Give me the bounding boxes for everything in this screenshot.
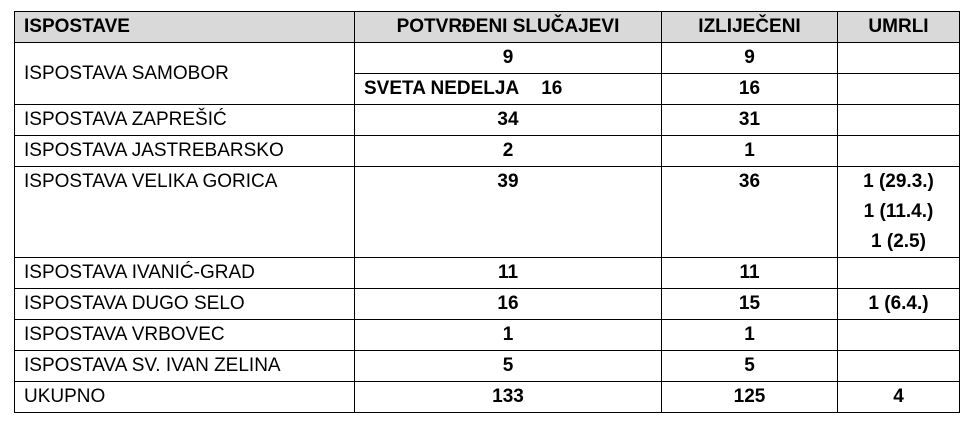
- subrow-izlijeceni: 16: [662, 74, 838, 105]
- row-umrli: 1 (6.4.): [838, 289, 960, 320]
- row-izlijeceni: 15: [662, 289, 838, 320]
- header-potvrdeni: POTVRĐENI SLUČAJEVI: [355, 12, 662, 43]
- table-row: [15, 258, 960, 289]
- total-izlijeceni: 125: [662, 382, 838, 413]
- table-row: [15, 351, 960, 382]
- row-potvrdeni: 16: [355, 289, 662, 320]
- row-name: ISPOSTAVA SV. IVAN ZELINA: [15, 351, 355, 382]
- row-izlijeceni: 9: [662, 43, 838, 74]
- total-row: [15, 382, 960, 413]
- subrow-potvrdeni-cell: [355, 74, 662, 105]
- row-name: ISPOSTAVA ZAPREŠIĆ: [15, 105, 355, 136]
- row-umrli: [838, 351, 960, 382]
- table-row: [15, 167, 960, 258]
- row-umrli: [838, 258, 960, 289]
- row-name: ISPOSTAVA JASTREBARSKO: [15, 136, 355, 167]
- row-potvrdeni: 39: [355, 167, 662, 258]
- row-izlijeceni: 5: [662, 351, 838, 382]
- row-izlijeceni: 36: [662, 167, 838, 258]
- total-name: UKUPNO: [15, 382, 355, 413]
- subrow-umrli: [838, 74, 960, 105]
- row-umrli: [838, 167, 960, 258]
- header-ispostave: ISPOSTAVE: [15, 12, 355, 43]
- row-potvrdeni: 11: [355, 258, 662, 289]
- header-izlijeceni: IZLIJEČENI: [662, 12, 838, 43]
- row-izlijeceni: 31: [662, 105, 838, 136]
- table-row: [15, 320, 960, 351]
- row-name: ISPOSTAVA VRBOVEC: [15, 320, 355, 351]
- row-izlijeceni: 1: [662, 136, 838, 167]
- table-row: [15, 289, 960, 320]
- row-potvrdeni: 34: [355, 105, 662, 136]
- row-potvrdeni: 5: [355, 351, 662, 382]
- row-izlijeceni: 1: [662, 320, 838, 351]
- row-name: ISPOSTAVA IVANIĆ-GRAD: [15, 258, 355, 289]
- row-name: ISPOSTAVA DUGO SELO: [15, 289, 355, 320]
- umrli-entry: 1 (2.5): [871, 231, 926, 252]
- total-potvrdeni: 133: [355, 382, 662, 413]
- row-potvrdeni: 1: [355, 320, 662, 351]
- table-row: [15, 43, 960, 74]
- umrli-entry: 1 (29.3.): [863, 171, 934, 192]
- subrow-name: SVETA NEDELJA: [364, 78, 520, 99]
- umrli-entry: 1 (11.4.): [863, 201, 934, 222]
- row-name: ISPOSTAVA SAMOBOR: [15, 43, 355, 105]
- row-potvrdeni: 9: [355, 43, 662, 74]
- covid-cases-table: [14, 11, 960, 413]
- table-row: [15, 105, 960, 136]
- row-potvrdeni: 2: [355, 136, 662, 167]
- header-row: [15, 12, 960, 43]
- header-umrli: UMRLI: [838, 12, 960, 43]
- row-name: ISPOSTAVA VELIKA GORICA: [15, 167, 355, 258]
- table-row: [15, 136, 960, 167]
- row-umrli: [838, 136, 960, 167]
- row-izlijeceni: 11: [662, 258, 838, 289]
- row-umrli: [838, 320, 960, 351]
- row-umrli: [838, 43, 960, 74]
- total-umrli: 4: [838, 382, 960, 413]
- row-umrli: [838, 105, 960, 136]
- subrow-potvrdeni: 16: [541, 78, 563, 99]
